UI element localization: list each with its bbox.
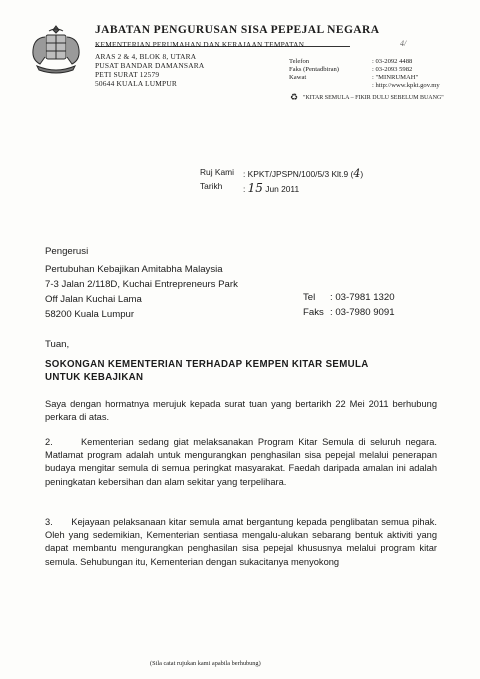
ref-number <box>243 167 363 180</box>
recipient-line: 7-3 Jalan 2/118D, Kuchai Entrepreneurs Park <box>45 279 238 290</box>
recipient-line: 58200 Kuala Lumpur <box>45 309 135 320</box>
tel-label: Tel <box>303 292 316 303</box>
footer-note: (Sila catat rujukan kami apabila berhubung) <box>150 660 261 667</box>
recycle-icon: ♻ <box>290 92 299 102</box>
address-line: PUSAT BANDAR DAMANSARA <box>95 61 205 70</box>
fax-label: Faks <box>303 307 324 318</box>
contact-value: : 03-2093 5982 <box>372 66 413 73</box>
website-link[interactable]: : http://www.kpkt.gov.my <box>372 82 440 89</box>
date-colon: : <box>243 184 246 194</box>
agency-name: JABATAN PENGURUSAN SISA PEPEJAL NEGARA <box>95 24 380 36</box>
address-line: PETI SURAT 12579 <box>95 70 160 79</box>
corner-mark: 4/ <box>400 39 407 48</box>
ref-value: : KPKT/JPSPN/100/5/3 Klt.9 ( <box>243 169 354 179</box>
fax-value: : 03-7980 9091 <box>330 307 395 318</box>
salutation: Tuan, <box>45 339 70 350</box>
paragraph-3: 3. Kejayaan pelaksanaan kitar semula amat bergantung kepada penglibatan semua pihak. Oleh yang sedemikian, Kementerian sentiasa mengalu-alukan sebarang bentuk aktiviti yang dapat membantu mengurangkan penghasilan sisa pepejal khususnya melalui program kitar semula. Sehubungan itu, Kementerian dengan sukacitanya menyokong <box>45 517 437 567</box>
contact-value: : 03-2092 4488 <box>372 58 413 65</box>
subject-line: UNTUK KEBAJIKAN <box>45 371 144 383</box>
date-value <box>243 181 299 195</box>
ref-label: Ruj Kami <box>200 167 234 177</box>
coat-of-arms-icon <box>28 24 84 74</box>
date-handwritten: 15 <box>247 181 263 195</box>
address-line: 50644 KUALA LUMPUR <box>95 79 178 88</box>
ministry-name: KEMENTERIAN PERUMAHAN DAN KERAJAAN TEMPATAN <box>95 40 305 49</box>
ref-close: ) <box>360 169 364 179</box>
ref-handwritten: 4 <box>353 167 361 180</box>
recipient-line: Off Jalan Kuchai Lama <box>45 294 142 305</box>
address-line: ARAS 2 & 4, BLOK 8, UTARA <box>95 52 197 61</box>
slogan: "KITAR SEMULA – FIKIR DULU SEBELUM BUANG" <box>303 95 444 101</box>
paragraph-intro: Saya dengan hormatnya merujuk kepada surat tuan yang bertarikh 22 Mei 2011 berhubung perkara di atas. <box>45 399 437 423</box>
contact-value: : "MINRUMAH" <box>372 74 419 81</box>
subject-line: SOKONGAN KEMENTERIAN TERHADAP KEMPEN KITAR SEMULA <box>45 359 369 370</box>
paragraph-2: 2. Kementerian sedang giat melaksanakan Program Kitar Semula di seluruh negara. Matlamat program adalah untuk mengurangkan penghasilan sisa pepejal melalui penerapan budaya mengitar semula di semua peringkat masyarakat. Faedah daripada amalan ini adalah peningkatan kebersihan dan alam sekitar yang terpelihara. <box>45 437 437 487</box>
recipient-line: Pengerusi <box>45 246 89 257</box>
recipient-line: Pertubuhan Kebajikan Amitabha Malaysia <box>45 264 223 275</box>
date-label: Tarikh <box>200 181 223 191</box>
subject-heading <box>45 359 369 384</box>
contact-label: Telefon <box>289 58 310 65</box>
tel-value: : 03-7981 1320 <box>330 292 395 303</box>
date-rest: Jun 2011 <box>265 184 300 194</box>
contact-label: Kawat <box>289 74 307 81</box>
contact-label: Faks (Pentadbiran) <box>289 66 339 73</box>
